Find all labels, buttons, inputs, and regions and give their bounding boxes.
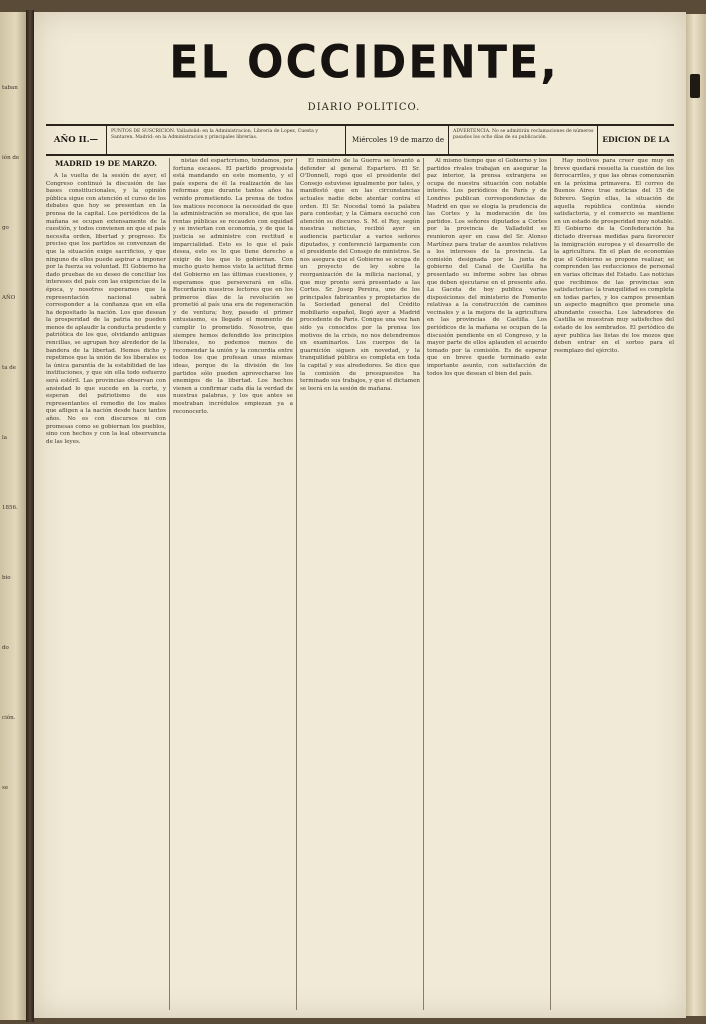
column-5 (554, 158, 674, 1010)
left-page-fragment: ta de (2, 365, 17, 371)
article-text: Al mismo tiempo que el Gobierno y los partidos rivales trabajan en asegurar la paz interior, la prensa extranjera se ocupa de nuestra situación con notable interés. Los periódicos de París y de Londres publican correspondencias de Madrid en que se elogia la prudencia de las Cortes y la moderación de los partidos. Los señores diputados a Cortes por la provincia de Valladolid se reunieron ayer en casa del Sr. Alonso Martínez para tratar de asuntos relativos a los intereses de la provincia. La comisión designada por la junta de gobierno del Canal de Castilla ha presentado su informe sobre las obras que deben ejecutarse en el presente año. La Gaceta de hoy publica varias disposiciones del ministerio de Fomento relativas a la construcción de caminos vecinales y a la mejora de la agricultura en las provincias de Castilla. Los periódicos de la mañana se ocupan de la discusión pendiente en el Congreso, y la mayor parte de ellos aplauden el acuerdo tomado por la comisión. Es de esperar que en breve quede terminado este importante asunto, con satisfacción de todos los que desean el bien del país. (427, 158, 547, 377)
left-page-fragment: taban (2, 85, 18, 91)
right-page-edge (686, 14, 706, 1016)
page-tab-marker (690, 74, 700, 98)
left-page-fragment: la (2, 435, 8, 441)
column-1 (46, 158, 166, 1010)
issue-number: AÑO II.— (46, 126, 107, 154)
left-page-fragment: AÑO (2, 295, 16, 301)
left-page-fragment: 1856. (2, 505, 18, 511)
article-text: A la vuelta de la sesión de ayer, el Congreso continuó la discusión de las bases constitucionales, y la opinión pública sigue con atención el curso de los debates que hoy se presentan en la prensa de la capital. Los periódicos de la mañana se ocupan extensamente de la cuestión, y todos convienen en que el país necesita orden, libertad y progreso. Es preciso que los partidos se convenzan de que la situación exige sacrificios, y que ninguno de ellos puede aspirar a imponer por la fuerza su voluntad. El Gobierno ha dado pruebas de su deseo de conciliar los intereses del país con las exigencias de la época, y nosotros esperamos que la representación nacional sabrá corresponder a la confianza que en ella ha depositado la nación. Los que desean la prosperidad de la patria no pueden menos de aplaudir la conducta prudente y patriótica de los que, olvidando antiguas rencillas, se agrupan hoy alrededor de la bandera de la libertad. Hemos dicho y repetimos que la unión de los liberales es la única garantía de la estabilidad de las instituciones, y que sin ella todo esfuerzo será estéril. Las provincias observan con ansiedad lo que sucede en la corte, y esperan del patriotismo de sus representantes el remedio de los males que afligen a la nación desde hace tantos años. No es con discursos ni con promesas como se gobiernan los pueblos, sino con hechos y con la leal observancia de las leyes. (46, 173, 166, 445)
article-text: nistas del espartcrismo, tendamos, por fortuna escasos. El partido progresista está mandando en este momento, y el país espera de él la realización de las reformas que durante tantos años ha venido prometiendo. La prensa de todos los matices reconoce la necesidad de que la administración se moralice, de que las rentas públicas se recauden con equidad y se inviertan con economía, y de que la justicia se administre con rectitud e imparcialidad. Esto es lo que el país desea, esto es lo que tiene derecho a exigir de los que lo gobiernan. Con mucho gusto hemos visto la actitud firme del Gobierno en las últimas cuestiones, y esperamos que perseverará en ella. Recordarán nuestros lectores que en los primeros días de la revolución se prometió al país una era de regeneración y de ventura; hoy, pasado el primer entusiasmo, es llegado el momento de cumplir lo prometido. Nosotros, que siempre hemos defendido los principios liberales, no podemos menos de recomendar la unión y la concordia entre todos los que profesan unas mismas ideas, porque de la división de los partidos sólo pueden aprovecharse los enemigos de la libertad. Los hechos vienen a confirmar cada día la verdad de nuestras palabras, y los que antes se mostraban incrédulos empiezan ya a reconocerlo. (173, 158, 293, 415)
left-page-fragment: ción. (2, 715, 16, 721)
article-columns (46, 158, 674, 1010)
column-heading: MADRID 19 DE MARZO. (55, 159, 157, 168)
newspaper-title: EL OCCIDENTE, (169, 36, 559, 90)
left-page-fragment: se (2, 785, 9, 791)
article-text: El ministro de la Guerra se levantó a defender al general Espartero. El Sr. O'Donnell, rogó que el presidente del Consejo estuviese igualmente por tales, y manifestó que en las circunstancias actuales nadie debe atentar contra el orden. El Sr. Nocedal tomó la palabra para contestar, y la Cámara escuchó con atención su discurso. S. M. el Rey, según nuestras noticias, recibió ayer en audiencia particular a varios señores diputados, y conferenció largamente con el presidente del Consejo de ministros. Se nos asegura que el Gobierno se ocupa de un proyecto de ley sobre la reorganización de la milicia nacional, y que muy pronto será presentado a las Cortes. Sr. Josep Pereira, uno de los principales fabricantes y propietarios de la Sociedad general del Crédito mobiliario español, llegó ayer a Madrid procedente de París. Conque una vez han sido ya conocidos por la prensa los motivos de la crisis, no nos detendremos en examinarlos. Los cuerpos de la guarnición siguen sin novedad, y la tranquilidad pública es completa en toda la capital y sus alrededores. Se dice que la comisión de presupuestos ha terminado sus trabajos, y que el dictamen se leerá en la sesión de mañana. (300, 158, 420, 392)
column-rule (550, 158, 551, 1010)
subscription-points: PUNTOS DE SUSCRICION. Valladolid: en la Administracion, Librería de Lopez, Cuesta y Santaren. Madrid: en la Administracion y principales librerías. (108, 126, 346, 154)
article-text: Hay motivos para creer que muy en breve quedará resuelta la cuestión de los ferrocarriles, y que las obras comenzarán en la próxima primavera. El correo de Buenos Aires trae noticias del 15 de febrero. Según ellas, la situación de aquella república continúa siendo satisfactoria, y el comercio se mantiene en un estado de prosperidad muy notable. El Gobierno de la Confederación ha dictado diversas medidas para favorecer la inmigración europea y el desarrollo de la agricultura. En el plan de economías que el Gobierno se propone realizar, se comprenden las reducciones de personal en varias oficinas del Estado. Las noticias que recibimos de las provincias son satisfactorias: la tranquilidad es completa en todas partes, y los campos presentan un aspecto magnífico que promete una abundante cosecha. Los labradores de Castilla se muestran muy satisfechos del estado de los sembrados. El periódico de ayer publica las listas de los mozos que deben entrar en el sorteo para el reemplazo del ejército. (554, 158, 674, 354)
left-page-fragment: bio (2, 575, 11, 581)
newspaper-page (34, 12, 686, 1018)
issue-date: Miércoles 19 de marzo de (348, 126, 449, 154)
book-spine (26, 10, 34, 1022)
advertencia-notice: ADVERTENCIA. No se admitirán reclamaciones de números pasados los ocho días de su publicación. (450, 126, 598, 154)
newspaper-subtitle: DIARIO POLITICO. (307, 102, 421, 113)
masthead (54, 34, 674, 124)
left-page-fragment: go (2, 225, 9, 231)
left-page-fragment: ión de (2, 155, 20, 161)
left-page-edge (0, 12, 27, 1020)
column-rule (423, 158, 424, 1010)
column-2 (173, 158, 293, 1010)
left-page-fragment: do (2, 645, 9, 651)
column-rule (296, 158, 297, 1010)
info-bar (46, 124, 674, 156)
column-rule (169, 158, 170, 1010)
column-4 (427, 158, 547, 1010)
edition-label: EDICION DE LA (602, 135, 670, 144)
column-3 (300, 158, 420, 1010)
